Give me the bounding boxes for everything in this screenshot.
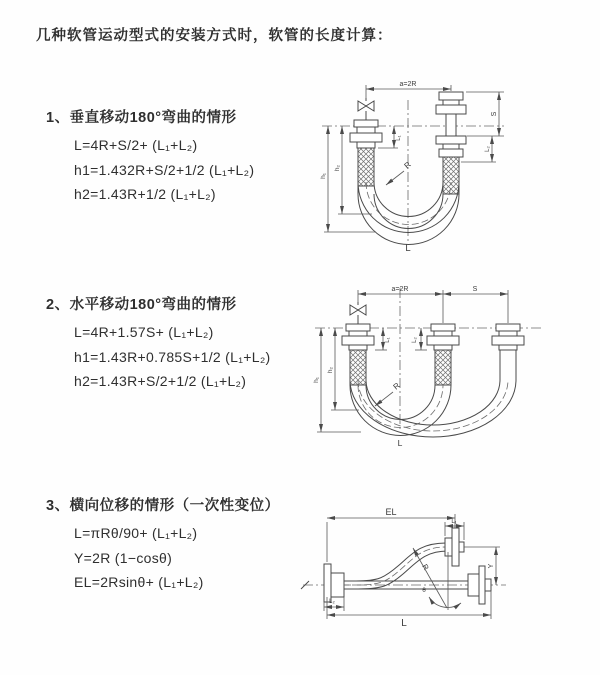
formula-h1: h1=1.432R+S/2+1/2 (L₁+L₂) <box>74 161 255 178</box>
right-fitting-moved <box>436 92 466 136</box>
angle-arc <box>429 597 461 607</box>
radius-leader <box>386 171 404 185</box>
braided-hose-left <box>350 350 366 385</box>
dim-label-h1: h₁ <box>313 377 320 383</box>
dim-label-h2: h₂ <box>334 164 341 172</box>
left-fitting <box>350 120 382 148</box>
section-1 <box>46 106 254 207</box>
diagram-vertical-180-bend <box>306 74 596 254</box>
formula-y: Y=2R (1−cosθ) <box>74 549 173 566</box>
section-2 <box>46 293 271 394</box>
valve-icon <box>358 98 374 120</box>
dim-label-h2: h₂ <box>327 366 334 374</box>
formula-length: L=4R+S/2+ (L₁+L₂) <box>74 137 198 153</box>
formula-h2: h2=1.43R+1/2 (L₁+L₂) <box>74 186 216 202</box>
section-2-heading: 2、水平移动180°弯曲的情形 <box>46 297 237 313</box>
dim-label-l2: L₂ <box>412 337 418 343</box>
hose-displaced-curve <box>344 543 452 589</box>
formula-el: EL=2Rsinθ+ (L₁+L₂) <box>74 574 204 590</box>
formula-length: L=4R+1.57S+ (L₁+L₂) <box>74 324 214 340</box>
formula-length: L=πRθ/90+ (L₁+L₂) <box>74 525 198 541</box>
formula-h1: h1=1.43R+0.785S+1/2 (L₁+L₂) <box>74 348 271 365</box>
braided-hose-left <box>358 148 374 186</box>
dim-label-l1: L₁ <box>396 135 402 141</box>
braided-hose-middle <box>435 350 451 385</box>
page-title: 几种软管运动型式的安装方式时，软管的长度计算： <box>36 28 393 44</box>
valve-icon <box>350 302 366 324</box>
radius-leader <box>375 392 393 406</box>
dim-label-span: a=2R <box>399 81 417 88</box>
diagram-lateral-displacement <box>298 502 510 652</box>
dim-label-l2: L₂ <box>485 146 491 152</box>
right-fitting-original <box>436 136 466 157</box>
section-3-formulas <box>74 521 280 595</box>
length-label: L <box>397 438 403 448</box>
section-3-heading: 3、横向位移的情形（一次性变位） <box>46 498 280 514</box>
radius-label: R <box>402 159 413 171</box>
length-label: L <box>405 243 411 254</box>
section-2-formulas <box>74 320 271 394</box>
radius-label: R <box>391 380 402 392</box>
dim-label-s: S <box>472 286 478 293</box>
section-1-heading: 1、垂直移动180°弯曲的情形 <box>46 110 237 126</box>
dim-label-l1: L₁ <box>451 519 457 525</box>
radius-label: R <box>420 562 431 572</box>
right-fitting-moved <box>492 324 524 380</box>
dim-label-l2: L₂ <box>329 599 335 605</box>
braided-hose-right <box>443 157 459 194</box>
formula-h2: h2=1.43R+S/2+1/2 (L₁+L₂) <box>74 373 247 389</box>
dim-label-h1: h₁ <box>320 173 327 179</box>
dim-label-y: Y <box>488 563 495 569</box>
hose-bend-arcs <box>350 380 516 437</box>
dim-label-s: S <box>491 111 498 117</box>
section-3 <box>46 494 280 595</box>
dim-label-span: a=2R <box>391 286 409 293</box>
length-label: L <box>401 618 407 629</box>
angle-label: θ <box>422 587 426 594</box>
left-flange <box>324 564 344 602</box>
left-fitting <box>342 324 374 350</box>
dim-label-l1: L₁ <box>385 337 391 343</box>
section-1-formulas <box>74 133 254 207</box>
middle-fitting-original <box>427 324 459 350</box>
right-flange-original <box>468 566 491 604</box>
diagram-horizontal-180-bend <box>303 280 593 452</box>
dim-label-el: EL <box>385 507 397 517</box>
